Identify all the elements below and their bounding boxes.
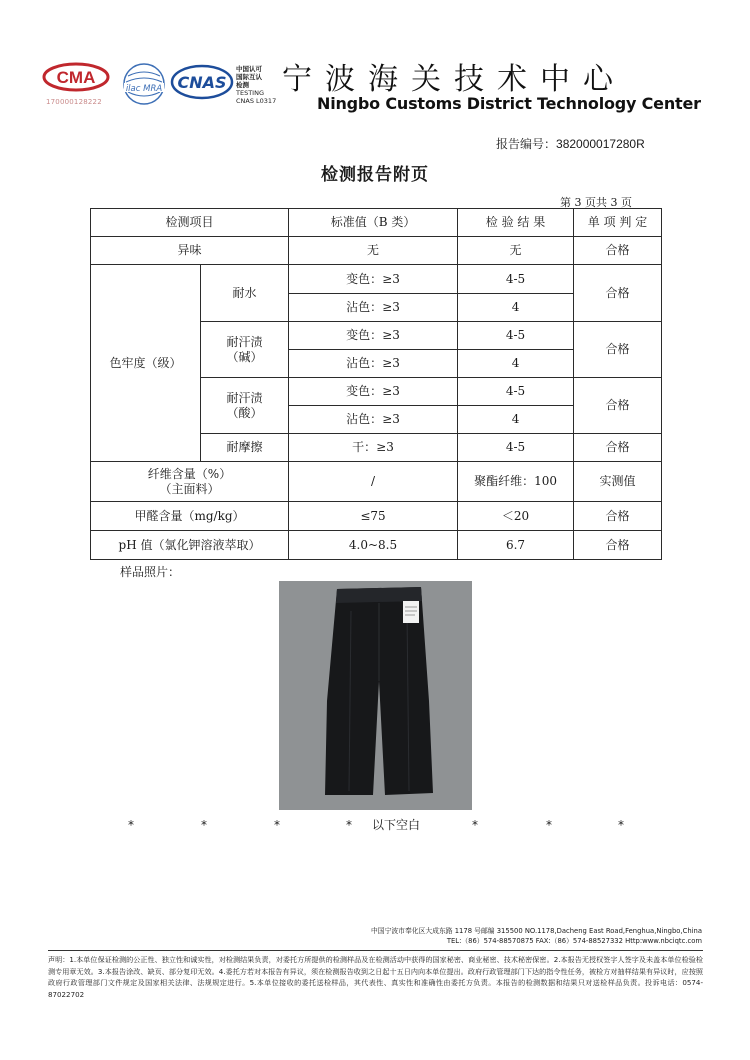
odor-verdict: 合格 <box>574 237 662 265</box>
test-results-table <box>90 208 662 560</box>
footer-divider <box>48 950 703 951</box>
document-title: 检测报告附页 <box>321 165 429 185</box>
report-number-label: 报告编号： <box>496 137 557 151</box>
cnas-line: CNAS L0317 <box>236 97 277 105</box>
sweat-alkali-label-line1: 耐汗渍 <box>226 334 263 349</box>
center-name-english: Ningbo Customs District Technology Center <box>317 94 701 113</box>
cma-number: 170000128222 <box>46 98 102 106</box>
rubbing-result: 4-5 <box>458 434 574 462</box>
fiber-item-line2: （主面料） <box>159 481 220 496</box>
cnas-line: TESTING <box>236 89 264 97</box>
cnas-accreditation-text <box>236 65 276 105</box>
blank-below-text: 以下空白 <box>372 818 421 832</box>
header-verdict: 单 项 判 定 <box>574 209 662 237</box>
acid-stain-standard: 沾色：≥3 <box>289 406 458 434</box>
center-name-chinese: 宁波海关技术中心 <box>282 62 626 97</box>
table-row-fiber <box>91 462 662 502</box>
rubbing-verdict: 合格 <box>574 434 662 462</box>
cnas-line: 中国认可 <box>236 65 262 73</box>
report-number-value: 382000017280R <box>556 137 645 151</box>
sweat-acid-label-line2: （酸） <box>226 405 263 420</box>
end-star: * <box>201 818 207 832</box>
sweat-acid-label <box>201 378 289 434</box>
page-number: 第 3 页共 3 页 <box>560 196 632 209</box>
formaldehyde-item: 甲醛含量（mg/kg） <box>91 502 289 531</box>
odor-standard: 无 <box>289 237 458 265</box>
footer-contact: TEL:（86）574-88570875 FAX:（86）574-88527332 Http:www.nbciqtc.com <box>446 937 702 945</box>
header-standard: 标准值（B 类） <box>289 209 458 237</box>
cnas-line: 检测 <box>236 81 249 89</box>
end-star: * <box>346 818 352 832</box>
header-result: 检 验 结 果 <box>458 209 574 237</box>
end-star: * <box>274 818 280 832</box>
alkali-change-standard: 变色：≥3 <box>289 322 458 350</box>
table-row-ph <box>91 531 662 560</box>
water-stain-standard: 沾色：≥3 <box>289 294 458 322</box>
rubbing-standard: 干：≥3 <box>289 434 458 462</box>
fiber-result: 聚酯纤维：100 <box>458 462 574 502</box>
cma-logo <box>42 62 110 92</box>
cma-logo-text: CMA <box>56 68 96 87</box>
acid-stain-result: 4 <box>458 406 574 434</box>
table-header-row <box>91 209 662 237</box>
ph-item: pH 值（氯化钾溶液萃取） <box>91 531 289 560</box>
odor-result: 无 <box>458 237 574 265</box>
fiber-item <box>91 462 289 502</box>
sample-photo <box>279 581 472 810</box>
cnas-logo-text: CNAS <box>177 73 227 92</box>
report-number <box>496 135 645 152</box>
ilac-mra-logo <box>120 62 168 106</box>
rubbing-label: 耐摩擦 <box>201 434 289 462</box>
alkali-stain-standard: 沾色：≥3 <box>289 350 458 378</box>
fiber-standard: / <box>289 462 458 502</box>
sweat-acid-label-line1: 耐汗渍 <box>226 390 263 405</box>
end-star: * <box>546 818 552 832</box>
hang-tag-icon <box>403 601 419 623</box>
formaldehyde-verdict: 合格 <box>574 502 662 531</box>
acid-change-result: 4-5 <box>458 378 574 406</box>
water-change-standard: 变色：≥3 <box>289 265 458 294</box>
sweat-alkali-label <box>201 322 289 378</box>
fiber-item-line1: 纤维含量（%） <box>147 466 232 481</box>
table-row-formaldehyde <box>91 502 662 531</box>
sample-photo-label: 样品照片： <box>120 565 181 579</box>
ph-standard: 4.0~8.5 <box>289 531 458 560</box>
odor-item: 异味 <box>91 237 289 265</box>
ph-verdict: 合格 <box>574 531 662 560</box>
water-change-result: 4-5 <box>458 265 574 294</box>
ilac-mra-text: ilac MRA <box>125 84 163 94</box>
end-star: * <box>472 818 478 832</box>
alkali-change-result: 4-5 <box>458 322 574 350</box>
fiber-verdict: 实测值 <box>574 462 662 502</box>
formaldehyde-standard: ≤75 <box>289 502 458 531</box>
footer-disclaimer: 声明：1.本单位保证检测的公正性、独立性和诚实性，对检测结果负责，对委托方所提供的检测样品及在检测活动中获得的国家秘密、商业秘密、技术秘密保密。2.本报告无授权签字人签字及未盖本单位检验检测专用章无效。3.本报告涂改、缺页、部分复印无效。4.委托方若对本报告有异议，须在检测报告收到之日起十五日内向本单位提出。政府行政管理部门下达的指令性任务，被检方对抽样结果有异议时，应按照政府行政管理部门文件规定及国家相关法律、法规规定进行。5.本单位接收的委托送检样品，其代表性、真实性和准确性由委托方负责。本报告的检测数据和结果只对送检样品负责。投诉电话：0574-87022702 <box>48 955 703 999</box>
acid-change-standard: 变色：≥3 <box>289 378 458 406</box>
water-label: 耐水 <box>201 265 289 322</box>
cnas-logo <box>170 64 234 100</box>
formaldehyde-result: ＜20 <box>458 502 574 531</box>
end-star: * <box>618 818 624 832</box>
alkali-verdict: 合格 <box>574 322 662 378</box>
end-star: * <box>128 818 134 832</box>
colorfastness-label: 色牢度（级） <box>91 265 201 462</box>
acid-verdict: 合格 <box>574 378 662 434</box>
sweat-alkali-label-line2: （碱） <box>226 349 263 364</box>
table-row-water-change <box>91 265 662 294</box>
header-item: 检测项目 <box>91 209 289 237</box>
alkali-stain-result: 4 <box>458 350 574 378</box>
cnas-line: 国际互认 <box>236 73 262 81</box>
table-row-odor <box>91 237 662 265</box>
water-verdict: 合格 <box>574 265 662 322</box>
water-stain-result: 4 <box>458 294 574 322</box>
ph-result: 6.7 <box>458 531 574 560</box>
footer-address: 中国宁波市奉化区大成东路 1178 号邮编 315500 NO.1178,Dacheng East Road,Fenghua,Ningbo,China <box>371 927 702 935</box>
